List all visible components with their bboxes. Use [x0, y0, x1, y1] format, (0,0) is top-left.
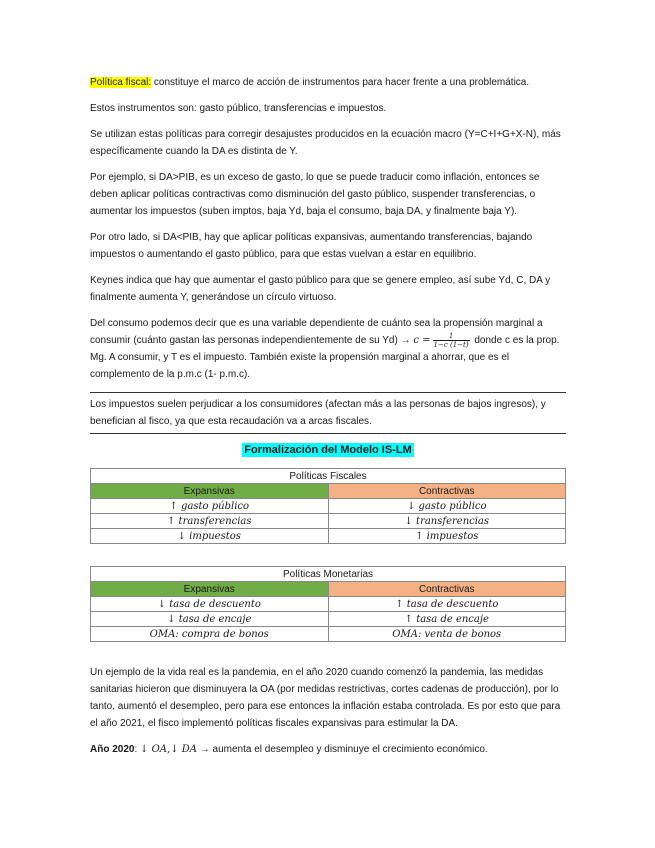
- fiscal-header-expansive: Expansivas: [91, 484, 329, 499]
- cell-text: OMA: venta de bonos: [392, 628, 502, 640]
- table-cell: [91, 499, 329, 514]
- cell-text: tasa de encaje: [416, 613, 489, 625]
- paragraph-pandemic-example: Un ejemplo de la vida real es la pandemia, en el año 2020 cuando comenzó la pandemia, las medidas sanitarias hicieron que disminuyera la OA (por medidas restrictivas, cortes cadenas de producción), por lo tanto, aumentó el desempleo, pero para ese entonces la inflación estaba controlada. Es por esto que para el año 2021, el fisco implementó políticas fiscales expansivas para estimular la DA.: [90, 667, 561, 730]
- paragraph-taxes: Los impuestos suelen perjudicar a los consumidores (afectan más a las personas de bajos ingresos), y benefician al fisco, ya que esta recaudación va a arcas fiscales.: [90, 399, 546, 428]
- arrow-icon: ↑: [404, 613, 413, 625]
- monetary-header-expansive: Expansivas: [91, 582, 329, 597]
- paragraph-example-inflation: Por ejemplo, si DA>PIB, es un exceso de gasto, lo que se puede traducir como inflación, entonces se deben aplicar políticas contractivas como disminución del gasto público, suspender transferencias, o aumentar los impuestos (suben imptos, baja Yd, baja el consumo, baja DA, y finalmente baja Y).: [90, 172, 540, 217]
- section-title: [90, 444, 566, 456]
- table-cell: [91, 612, 329, 627]
- arrow-icon: ↑: [415, 530, 424, 542]
- consumption-text-b: donde c es la prop. Mg. A consumir, y T es el impuesto. También existe la propensión marginal a ahorrar, que es el complemento de la p.m.c (1- p.m.c).: [90, 335, 560, 381]
- boxed-note: [90, 392, 566, 434]
- arrow-icon: ↓: [177, 530, 186, 542]
- fiscal-header-contractive: Contractivas: [328, 484, 566, 499]
- cell-text: transferencias: [416, 515, 490, 527]
- cell-text: gasto público: [181, 500, 250, 512]
- arrow-icon: ↑: [395, 598, 404, 610]
- arrow-icon: ↑: [169, 500, 178, 512]
- arrow-icon: ↓: [404, 515, 413, 527]
- cell-text: impuestos: [189, 530, 241, 542]
- table-cell: [91, 529, 329, 544]
- year-colon: :: [134, 744, 141, 756]
- table-row: [91, 514, 566, 529]
- cell-text: tasa de descuento: [406, 598, 499, 610]
- arrow-icon: ↓: [167, 613, 176, 625]
- formula-numerator: 1: [433, 332, 470, 341]
- fiscal-policy-table: [90, 468, 566, 544]
- fiscal-table-caption: Políticas Fiscales: [91, 469, 566, 484]
- monetary-policy-table: [90, 566, 566, 642]
- paragraph-instruments: Estos instrumentos son: gasto público, transferencias e impuestos.: [90, 103, 387, 114]
- document-page: [90, 74, 566, 767]
- table-cell: [91, 597, 329, 612]
- table-cell: [328, 597, 566, 612]
- arrow-icon: ↓: [406, 500, 416, 512]
- table-row: [91, 597, 566, 612]
- paragraph-fiscal-policy: [90, 74, 566, 91]
- cell-text: gasto público: [418, 500, 487, 512]
- table-cell: [328, 529, 566, 544]
- highlight-fiscal-policy-label: Política fiscal:: [90, 77, 152, 88]
- table-row: [91, 499, 566, 514]
- table-row: [91, 627, 566, 642]
- section-title-text: Formalización del Modelo IS-LM: [244, 444, 412, 457]
- cell-text: transferencias: [178, 515, 252, 527]
- monetary-header-contractive: Contractivas: [328, 582, 566, 597]
- cell-text: impuestos: [426, 530, 479, 542]
- arrow-icon: ↓: [157, 598, 167, 610]
- year-text: → aumenta el desempleo y disminuye el crecimiento económico.: [196, 744, 488, 756]
- monetary-table-caption: Políticas Monetarias: [91, 567, 566, 582]
- paragraph-year-2020: [90, 741, 566, 758]
- consumption-text-a: Del consumo podemos decir que es una variable dependiente de cuánto sea la propensión marginal a consumir (cuánto gastan las personas independientemente de su Yd) →: [90, 318, 543, 347]
- paragraph-macro-equation: Se utilizan estas políticas para corregir desajustes producidos en la ecuación macro (Y=C+I+G+X-N), más específicamente cuando la DA es distinta de Y.: [90, 129, 561, 157]
- cell-text: OMA: compra de bonos: [149, 628, 269, 640]
- formula-fraction: [433, 332, 470, 349]
- table-cell: [328, 612, 566, 627]
- table-row: [91, 529, 566, 544]
- table-cell: [91, 514, 329, 529]
- year-math: ↓ OA,↓ DA: [140, 744, 197, 756]
- cell-text: tasa de encaje: [178, 613, 252, 625]
- formula-lhs: c =: [413, 335, 431, 347]
- table-cell: [328, 627, 566, 642]
- formula-denominator: 1−c (1−t): [433, 341, 469, 349]
- table-cell: [328, 514, 566, 529]
- fiscal-policy-text: constituye el marco de acción de instrumentos para hacer frente a una problemática.: [151, 77, 530, 88]
- arrow-icon: ↑: [166, 515, 176, 527]
- cell-text: tasa de descuento: [169, 598, 261, 610]
- paragraph-keynes: Keynes indica que hay que aumentar el gasto público para que se genere empleo, así sube Yd, C, DA y finalmente aumenta Y, generándose un círculo virtuoso.: [90, 275, 551, 303]
- table-cell: [91, 627, 329, 642]
- table-row: [91, 612, 566, 627]
- table-cell: [328, 499, 566, 514]
- year-label: Año 2020: [90, 744, 135, 756]
- paragraph-consumption: [90, 315, 566, 383]
- paragraph-expansive: Por otro lado, si DA<PIB, hay que aplicar políticas expansivas, aumentando transferencias, bajando impuestos o aumentando el gasto público, para que estas vuelvan a estar en equilibrio.: [90, 232, 533, 260]
